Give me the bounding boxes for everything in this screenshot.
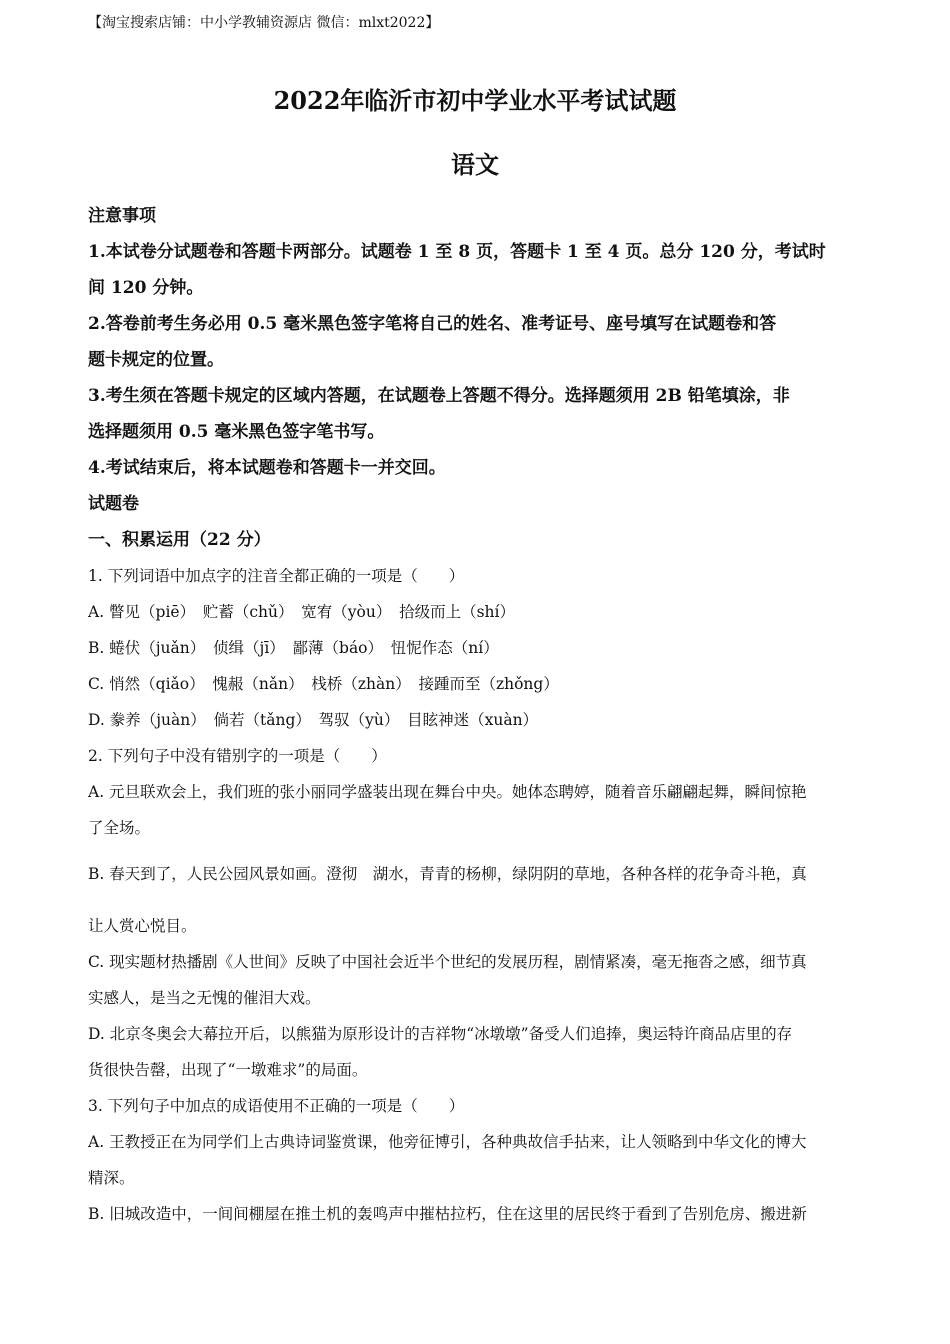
notice-heading: 注意事项 xyxy=(88,206,156,226)
question-2-line: C. 现实题材热播剧《人世间》反映了中国社会近半个世纪的发展历程，剧情紧凑，毫无拖沓之感，细节真 xyxy=(88,953,807,971)
question-2-line: A. 元旦联欢会上，我们班的张小丽同学盛装出现在舞台中央。她体态聘婷，随着音乐翩翩起舞，瞬间惊艳 xyxy=(88,783,807,801)
notice-line: 2.答卷前考生务必用 0.5 毫米黑色签字笔将自己的姓名、准考证号、座号填写在试题卷和答 xyxy=(88,314,777,334)
part-one-heading: 一、积累运用（22 分） xyxy=(88,530,271,550)
page-title: 2022年临沂市初中学业水平考试试题 xyxy=(273,86,677,115)
question-1-option-d: D. 豢养（juàn） 倘若（tǎng） 驾驭（yù） 目眩神迷（xuàn） xyxy=(88,711,539,729)
question-2-line: B. 春天到了，人民公园风景如画。澄彻 湖水，青青的杨柳，绿阴阴的草地，各种各样的花争奇斗艳，真 xyxy=(88,865,807,883)
header-note: 【淘宝搜索店铺：中小学教辅资源店 微信：mlxt2022】 xyxy=(88,15,440,31)
question-2-line: 货很快告罄，出现了“一墩难求”的局面。 xyxy=(88,1061,368,1079)
question-2-stem: 2. 下列句子中没有错别字的一项是（ ） xyxy=(88,747,387,765)
question-2-line: 实感人，是当之无愧的催泪大戏。 xyxy=(88,989,321,1007)
question-3-stem: 3. 下列句子中加点的成语使用不正确的一项是（ ） xyxy=(88,1097,465,1115)
question-3-line: A. 王教授正在为同学们上古典诗词鉴赏课，他旁征博引，各种典故信手拈来，让人领略到中华文化的博大 xyxy=(88,1133,807,1151)
section-label: 试题卷 xyxy=(88,494,139,514)
notice-line: 选择题须用 0.5 毫米黑色签字笔书写。 xyxy=(88,422,385,442)
question-3-line: 精深。 xyxy=(88,1169,135,1187)
question-2-line: D. 北京冬奥会大幕拉开后，以熊猫为原形设计的吉祥物“冰墩墩”备受人们追捧，奥运特许商品店里的存 xyxy=(88,1025,793,1043)
question-1-stem: 1. 下列词语中加点字的注音全都正确的一项是（ ） xyxy=(88,567,465,585)
notice-line: 3.考生须在答题卡规定的区域内答题，在试题卷上答题不得分。选择题须用 2B 铅笔填涂，非 xyxy=(88,386,790,406)
question-3-line: B. 旧城改造中，一间间棚屋在推土机的轰鸣声中摧枯拉朽，住在这里的居民终于看到了告别危房、搬进新 xyxy=(88,1205,807,1223)
question-1-option-b: B. 蜷伏（juǎn） 侦缉（jī） 鄙薄（báo） 忸怩作态（ní） xyxy=(88,639,499,657)
notice-line: 间 120 分钟。 xyxy=(88,278,204,298)
notice-line: 题卡规定的位置。 xyxy=(88,350,224,370)
question-2-line: 了全场。 xyxy=(88,819,151,837)
notice-line: 4.考试结束后，将本试题卷和答题卡一并交回。 xyxy=(88,458,446,478)
document-body xyxy=(88,198,863,1232)
question-1-option-c: C. 悄然（qiǎo） 愧赧（nǎn） 栈桥（zhàn） 接踵而至（zhǒng） xyxy=(88,675,559,693)
notice-line: 1.本试卷分试题卷和答题卡两部分。试题卷 1 至 8 页，答题卡 1 至 4 页。总分 120 分，考试时 xyxy=(88,242,826,262)
question-2-line: 让人赏心悦目。 xyxy=(88,917,197,935)
question-1-option-a: A. 瞥见（piē） 贮蓄（chǔ） 宽宥（yòu） 拾级而上（shí） xyxy=(88,603,515,621)
subject-title: 语文 xyxy=(451,150,499,179)
